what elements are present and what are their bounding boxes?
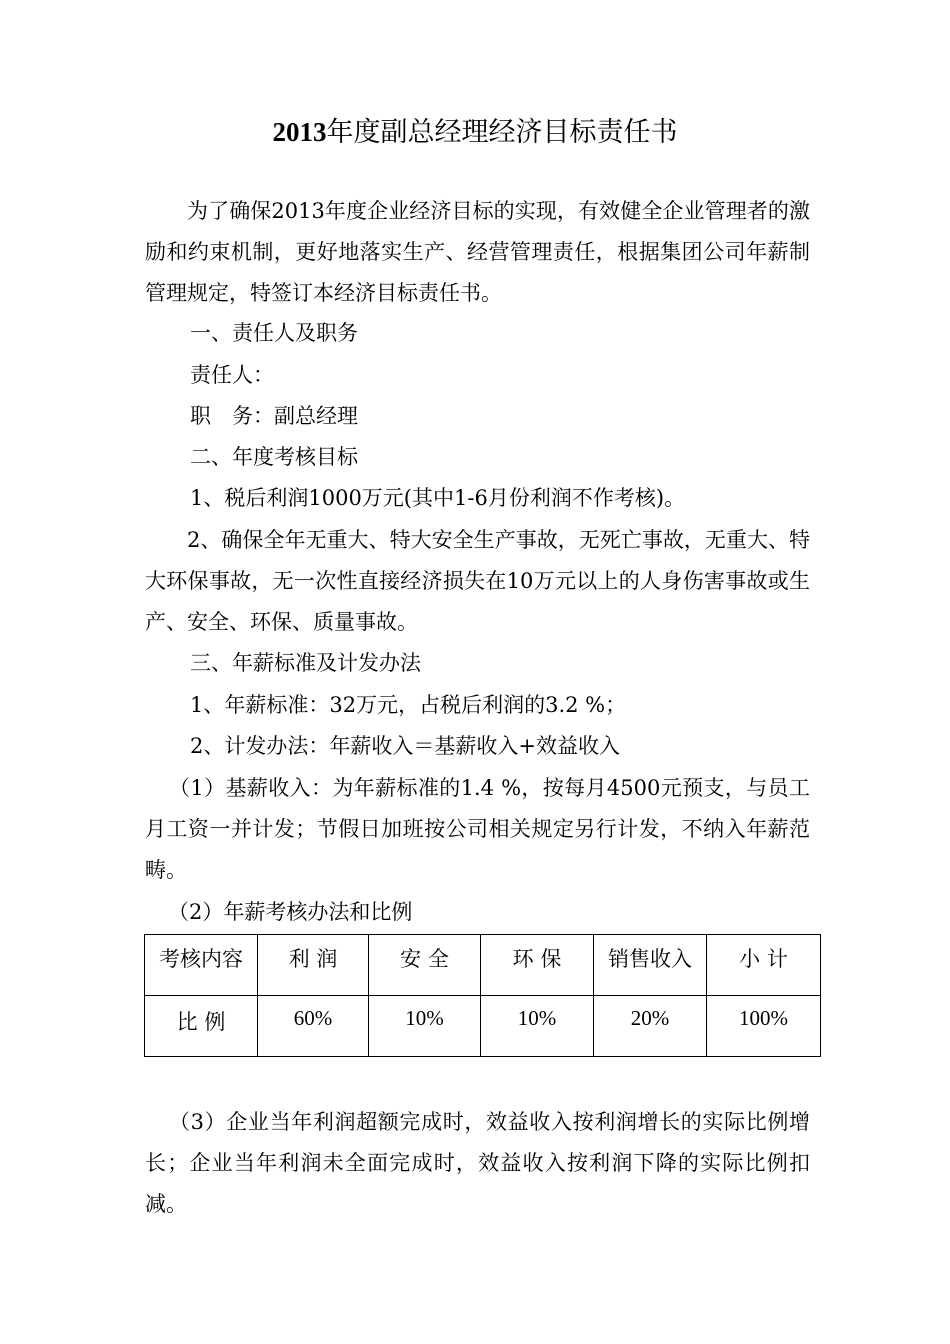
table-row [145, 996, 821, 1057]
table-header-cell: 考核内容 [145, 935, 258, 996]
table-cell: 比 例 [145, 996, 258, 1057]
table-header-cell: 安 全 [369, 935, 481, 996]
table-cell: 20% [594, 996, 707, 1057]
section-2-heading: 二、年度考核目标 [190, 445, 358, 469]
table-cell: 100% [707, 996, 821, 1057]
table-header-row [145, 935, 821, 996]
salary-standard: 1、年薪标准：32万元，占税后利润的3.2 %； [190, 693, 627, 717]
table-header-cell: 小 计 [707, 935, 821, 996]
table-cell: 10% [481, 996, 594, 1057]
intro-paragraph: 为了确保2013年度企业经济目标的实现，有效健全企业管理者的激励和约束机制，更好地落实生产、经营管理责任，根据集团公司年薪制管理规定，特签订本经济目标责任书。 [145, 199, 810, 305]
base-income-paragraph: （1）基薪收入：为年薪标准的1.4 %，按每月4500元预支，与员工月工资一并计发；节假日加班按公司相关规定另行计发，不纳入年薪范畴。 [145, 776, 810, 882]
title-text: 年度副总经理经济目标责任书 [326, 117, 678, 148]
title-year: 2013 [272, 117, 327, 147]
section-3-heading: 三、年薪标准及计发办法 [190, 651, 421, 675]
section-1-heading: 一、责任人及职务 [190, 321, 358, 345]
document-title [0, 112, 950, 153]
position-line: 职 务：副总经理 [190, 404, 358, 428]
goal-2-paragraph: 2、确保全年无重大、特大安全生产事故，无死亡事故，无重大、特大环保事故，无一次性直接经济损失在10万元以上的人身伤害事故或生产、安全、环保、质量事故。 [145, 528, 810, 634]
table-header-cell: 环 保 [481, 935, 594, 996]
assessment-table [144, 934, 821, 1057]
table-cell: 10% [369, 996, 481, 1057]
responsible-person: 责任人： [190, 363, 274, 387]
table-header-cell: 销售收入 [594, 935, 707, 996]
table-cell: 60% [258, 996, 369, 1057]
goal-1: 1、税后利润1000万元(其中1-6月份利润不作考核)。 [190, 486, 686, 510]
benefit-rule-paragraph: （3）企业当年利润超额完成时，效益收入按利润增长的实际比例增长；企业当年利润未全面完成时，效益收入按利润下降的实际比例扣减。 [145, 1110, 810, 1216]
payment-method: 2、计发办法：年薪收入＝基薪收入+效益收入 [190, 734, 620, 758]
table-header-cell: 利 润 [258, 935, 369, 996]
assessment-heading: （2）年薪考核办法和比例 [168, 900, 413, 924]
